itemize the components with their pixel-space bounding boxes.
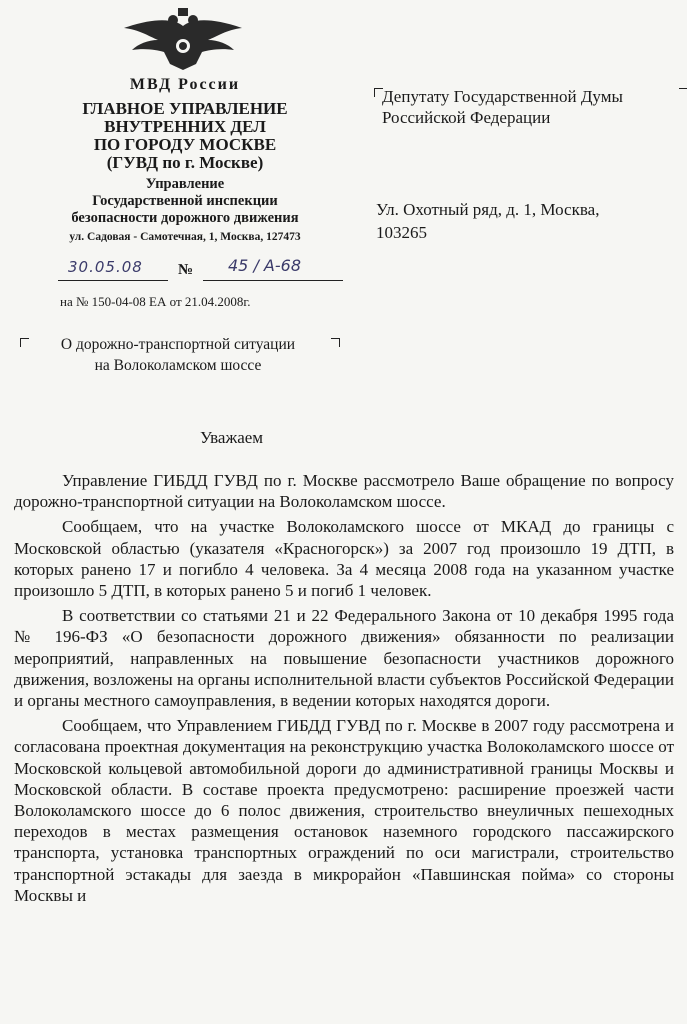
corner-mark (679, 88, 687, 97)
corner-mark (20, 338, 29, 347)
body-paragraph: Сообщаем, что на участке Волоколамского шоссе от МКАД до границы с Московской областью (указателя «Красногорск») за 2007 год произошло 19 ДТП, в которых ранено 17 и погибло 4 человека. За 4 месяца 2008 года на указанном участке произошло 5 ДТП, в которых ранено 5 и погиб 1 человек. (14, 517, 674, 601)
salutation: Уважаем (200, 428, 264, 447)
registration-date: 30.05.08 (68, 258, 143, 276)
body-paragraph: Управление ГИБДД ГУВД по г. Москве рассмотрело Ваше обращение по вопросу дорожно-транспортной ситуации на Волоколамском шоссе. (14, 471, 674, 512)
number-sign: № (178, 262, 194, 278)
reference-line: на № 150-04-08 ЕА от 21.04.2008г. (60, 294, 251, 309)
number-underline (203, 280, 343, 281)
registration-line (28, 256, 348, 286)
corner-mark (374, 88, 383, 97)
body-paragraph: Сообщаем, что Управлением ГИБДД ГУВД по г. Москве в 2007 году рассмотрена и согласована проектная документация на реконструкцию участка Волоколамского шоссе от Московской кольцевой автомобильной дороги до административной границы Москвы и Московской области. В составе проекта предусмотрено: расширение проезжей части Волоколамского шоссе до 6 полос движения, строительство внеуличных пешеходных переходов в местах размещения остановок наземного городского пассажирского транспорта, установка транспортных ограждений по оси магистрали, строительство транспортной эстакады для заезда в микрорайон «Павшинская пойма» со стороны Москвы и (14, 716, 674, 905)
subject-block: О дорожно-транспортной ситуации на Волоколамском шоссе (18, 334, 338, 376)
registration-number: 45 / А-68 (228, 256, 301, 275)
ministry-name: МВД России (129, 76, 241, 93)
sender-address: ул. Садовая - Самотечная, 1, Москва, 127473 (69, 231, 301, 243)
department-sub: Управление Государственной инспекции безопасности дорожного движения (71, 176, 299, 226)
corner-mark (331, 338, 340, 347)
addressee-address: Ул. Охотный ряд, д. 1, Москва, 103265 (376, 200, 600, 242)
body-paragraph: В соответствии со статьями 21 и 22 Федерального Закона от 10 декабря 1995 года № 196-ФЗ «О безопасности дорожного движения» обязанности по реализации мероприятий, направленных на повышение безопасности участников дорожного движения, возложены на органы исполнительной власти субъектов Российской Федерации и органы местного самоуправления, в ведении которых находятся дороги. (14, 606, 674, 711)
sender-header (20, 72, 350, 243)
letter-body (14, 470, 674, 910)
addressee-block: Депутату Государственной Думы Российской Федерации (382, 86, 682, 128)
eagle-emblem-icon (118, 6, 248, 72)
date-underline (58, 280, 168, 281)
department-main: ГЛАВНОЕ УПРАВЛЕНИЕ ВНУТРЕННИХ ДЕЛ ПО ГОРОДУ МОСКВЕ (ГУВД по г. Москве) (82, 99, 288, 172)
